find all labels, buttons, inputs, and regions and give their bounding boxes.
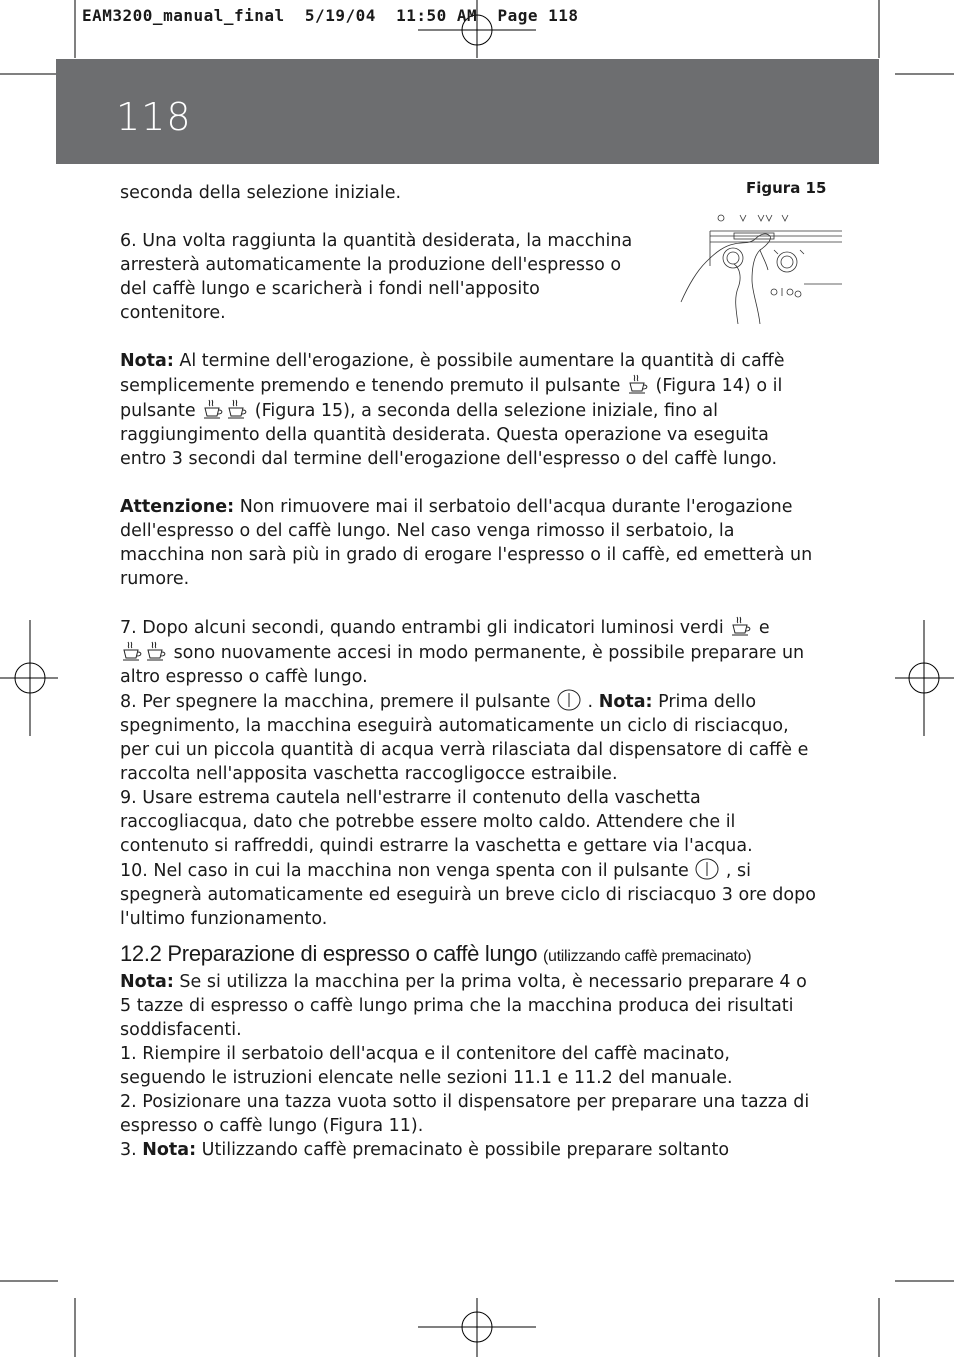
paragraph-step-6: 6. Una volta raggiunta la quantità desiderata, la macchina arresterà automaticamente la produzione dell'espresso o del caffè lungo e scaricherà i fondi nell'apposito contenitore. — [120, 231, 633, 323]
note-label: Nota: — [120, 351, 174, 371]
paragraph-step-8 — [120, 689, 820, 786]
note-2-text: Se si utilizza la macchina per la prima volta, è necessario preparare 4 o 5 tazze di espresso o caffè lungo prima che la macchina produca dei risultati soddisfacenti. — [120, 972, 807, 1040]
paragraph-section-step-2: 2. Posizionare una tazza vuota sotto il dispensatore per preparare una tazza di espresso o caffè lungo (Figura 11). — [120, 1092, 810, 1136]
step-10-text-b: , si spegnerà automaticamente ed eseguirà un breve ciclo di risciacquo 3 ore dopo l'ultimo funzionamento. — [120, 861, 816, 929]
paragraph-note-2 — [120, 970, 820, 1042]
step-7-text-a: 7. Dopo alcuni secondi, quando entrambi gli indicatori luminosi verdi — [120, 618, 730, 638]
power-icon — [694, 858, 720, 880]
paragraph-step-7 — [120, 615, 820, 689]
section-subtitle: (utilizzando caffè premacinato) — [543, 948, 752, 965]
paragraph-step-10 — [120, 858, 820, 931]
page-number: 118 — [116, 95, 192, 139]
warning-label: Attenzione: — [120, 497, 235, 517]
paragraph-note-1 — [120, 349, 820, 471]
step-10-text-a: 10. Nel caso in cui la macchina non venga spenta con il pulsante — [120, 861, 695, 881]
paragraph-continuation: seconda della selezione iniziale. — [120, 183, 402, 203]
step-7-text-c: sono nuovamente accesi in modo permanente, è possibile preparare un altro espresso o caffè lungo. — [120, 643, 805, 687]
single-cup-icon — [729, 615, 753, 637]
slug-line: EAM3200_manual_final 5/19/04 11:50 AM Page 118 — [82, 6, 579, 25]
page-header-band — [56, 59, 879, 164]
power-icon — [556, 689, 582, 711]
section-title: 12.2 Preparazione di espresso o caffè lungo — [120, 941, 544, 966]
note-text-b: (Figura 14) o il pulsante — [120, 376, 783, 421]
paragraph-warning — [120, 495, 820, 591]
double-cup-icon — [201, 398, 249, 420]
double-cup-icon — [120, 640, 168, 662]
step-7-text-b: e — [753, 618, 770, 638]
section-step-3-num: 3. — [120, 1140, 143, 1160]
step-8-text-a: 8. Per spegnere la macchina, premere il pulsante — [120, 692, 556, 712]
step-8-text-c: Prima dello spegnimento, la macchina eseguirà automaticamente un ciclo di risciacquo, per cui un piccola quantità di acqua verrà rilasciata dal dispensatore di caffè e raccolta nell'apposita vaschetta raccogligocce estraibile. — [120, 692, 809, 784]
paragraph-section-step-3 — [120, 1138, 820, 1162]
note-text-c: (Figura 15), a seconda della selezione iniziale, fino al raggiungimento della quantità desiderata. Questa operazione va eseguita entro 3 secondi dal termine dell'erogazione dell'espresso o del caffè lungo. — [120, 401, 778, 469]
warning-text: Non rimuovere mai il serbatoio dell'acqua durante l'erogazione dell'espresso o del caffè lungo. Nel caso venga rimosso il serbatoio, la macchina non sarà più in grado di erogare l'espresso o il caffè, ed emetterà un rumore. — [120, 497, 813, 589]
single-cup-icon — [626, 373, 650, 395]
note-text: Al termine dell'erogazione, è possibile aumentare la quantità di caffè semplicemente premendo e tenendo premuto il pulsante — [120, 351, 785, 396]
main-text — [120, 181, 820, 1162]
note-label: Nota: — [142, 1140, 197, 1160]
paragraph-section-step-1: 1. Riempire il serbatoio dell'acqua e il contenitore del caffè macinato, seguendo le istruzioni elencate nelle sezioni 11.1 e 11.2 del manuale. — [120, 1044, 733, 1088]
figure-label: Figura 15 — [746, 179, 827, 197]
note-label: Nota: — [598, 692, 653, 712]
section-step-3-text: Utilizzando caffè premacinato è possibile preparare soltanto — [196, 1140, 730, 1160]
section-heading — [120, 941, 820, 970]
note-label: Nota: — [120, 972, 174, 992]
step-8-text-b: . — [581, 692, 599, 712]
paragraph-step-9: 9. Usare estrema cautela nell'estrarre il contenuto della vaschetta raccogliacqua, dato che potrebbe essere molto caldo. Attendere che il contenuto si raffreddi, quindi estrarre la vaschetta e gettare via l'acqua. — [120, 788, 753, 856]
